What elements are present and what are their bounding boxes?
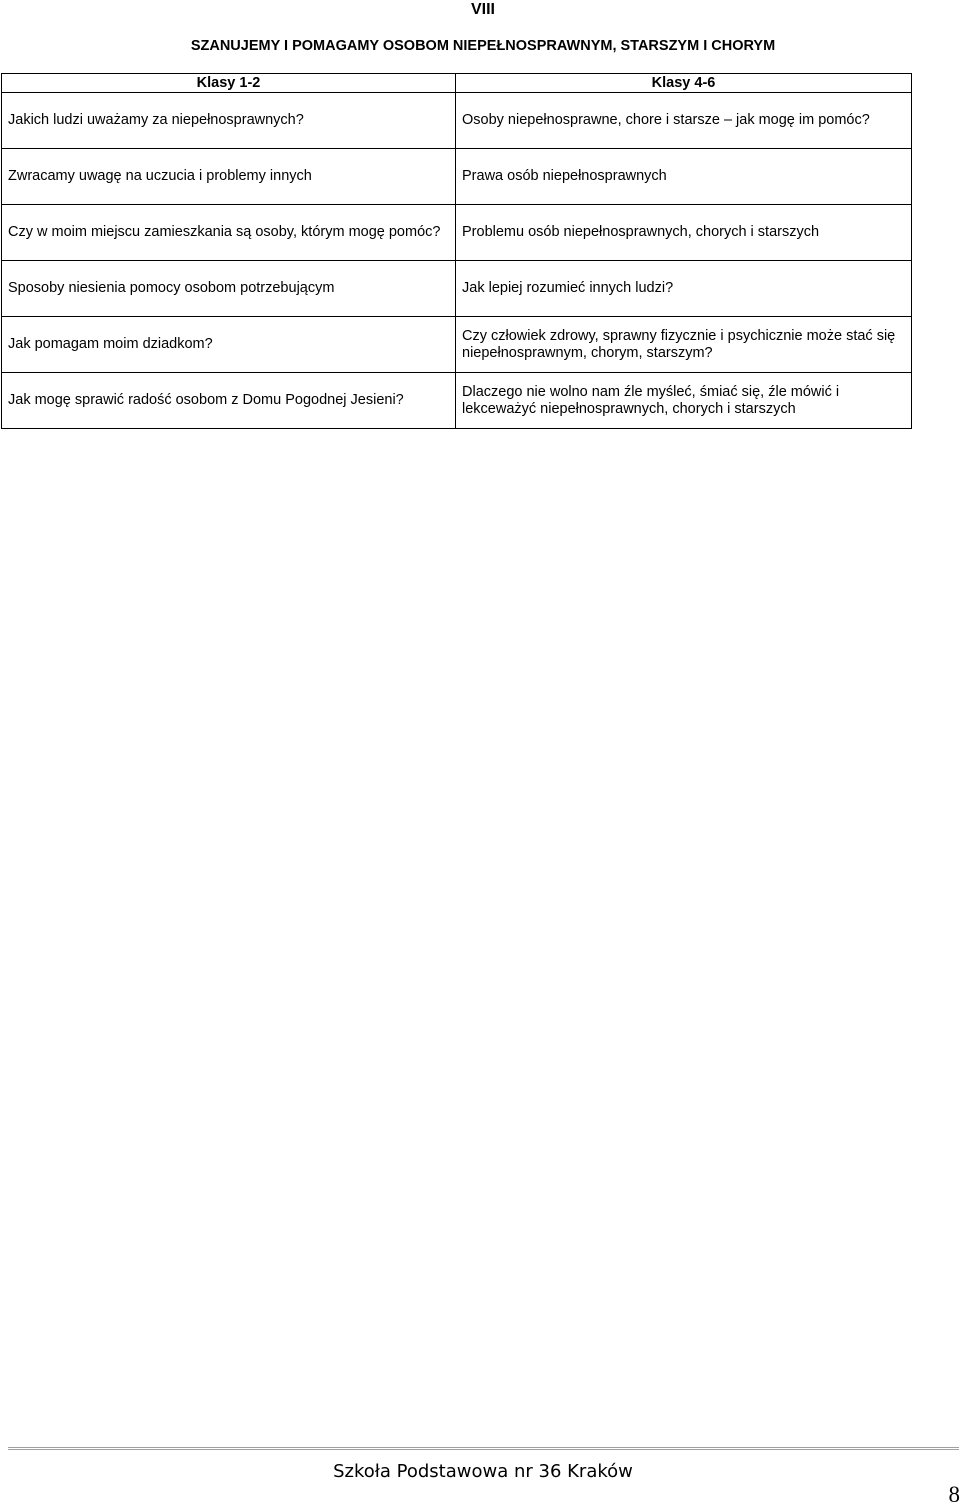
- table-cell: Jak pomagam moim dziadkom?: [2, 317, 456, 373]
- table-row: [2, 373, 912, 429]
- table-cell: Osoby niepełnosprawne, chore i starsze – jak mogę im pomóc?: [456, 93, 912, 149]
- column-header-grades-4-6: Klasy 4-6: [456, 74, 912, 93]
- table-row: [2, 149, 912, 205]
- topics-table: [1, 73, 912, 429]
- table-row: [2, 93, 912, 149]
- section-number: VIII: [0, 1, 960, 19]
- footer-divider: [8, 1447, 959, 1450]
- table-row: [2, 261, 912, 317]
- table-cell: Prawa osób niepełnosprawnych: [456, 149, 912, 205]
- table-cell: Zwracamy uwagę na uczucia i problemy innych: [2, 149, 456, 205]
- table-row: [2, 317, 912, 373]
- page-number: 8: [949, 1483, 960, 1507]
- table-cell: Dlaczego nie wolno nam źle myśleć, śmiać się, źle mówić i lekceważyć niepełnosprawnych, chorych i starszych: [456, 373, 912, 429]
- table-cell: Problemu osób niepełnosprawnych, chorych i starszych: [456, 205, 912, 261]
- table-header-row: [2, 74, 912, 93]
- table-row: [2, 205, 912, 261]
- table-cell: Czy człowiek zdrowy, sprawny fizycznie i psychicznie może stać się niepełnosprawnym, chorym, starszym?: [456, 317, 912, 373]
- table-cell: Jakich ludzi uważamy za niepełnosprawnych?: [2, 93, 456, 149]
- page-title: SZANUJEMY I POMAGAMY OSOBOM NIEPEŁNOSPRAWNYM, STARSZYM I CHORYM: [0, 37, 960, 55]
- column-header-grades-1-2: Klasy 1-2: [2, 74, 456, 93]
- table-cell: Jak mogę sprawić radość osobom z Domu Pogodnej Jesieni?: [2, 373, 456, 429]
- table-cell: Sposoby niesienia pomocy osobom potrzebującym: [2, 261, 456, 317]
- table-cell: Jak lepiej rozumieć innych ludzi?: [456, 261, 912, 317]
- table-cell: Czy w moim miejscu zamieszkania są osoby, którym mogę pomóc?: [2, 205, 456, 261]
- footer-school-name: Szkoła Podstawowa nr 36 Kraków: [0, 1461, 960, 1483]
